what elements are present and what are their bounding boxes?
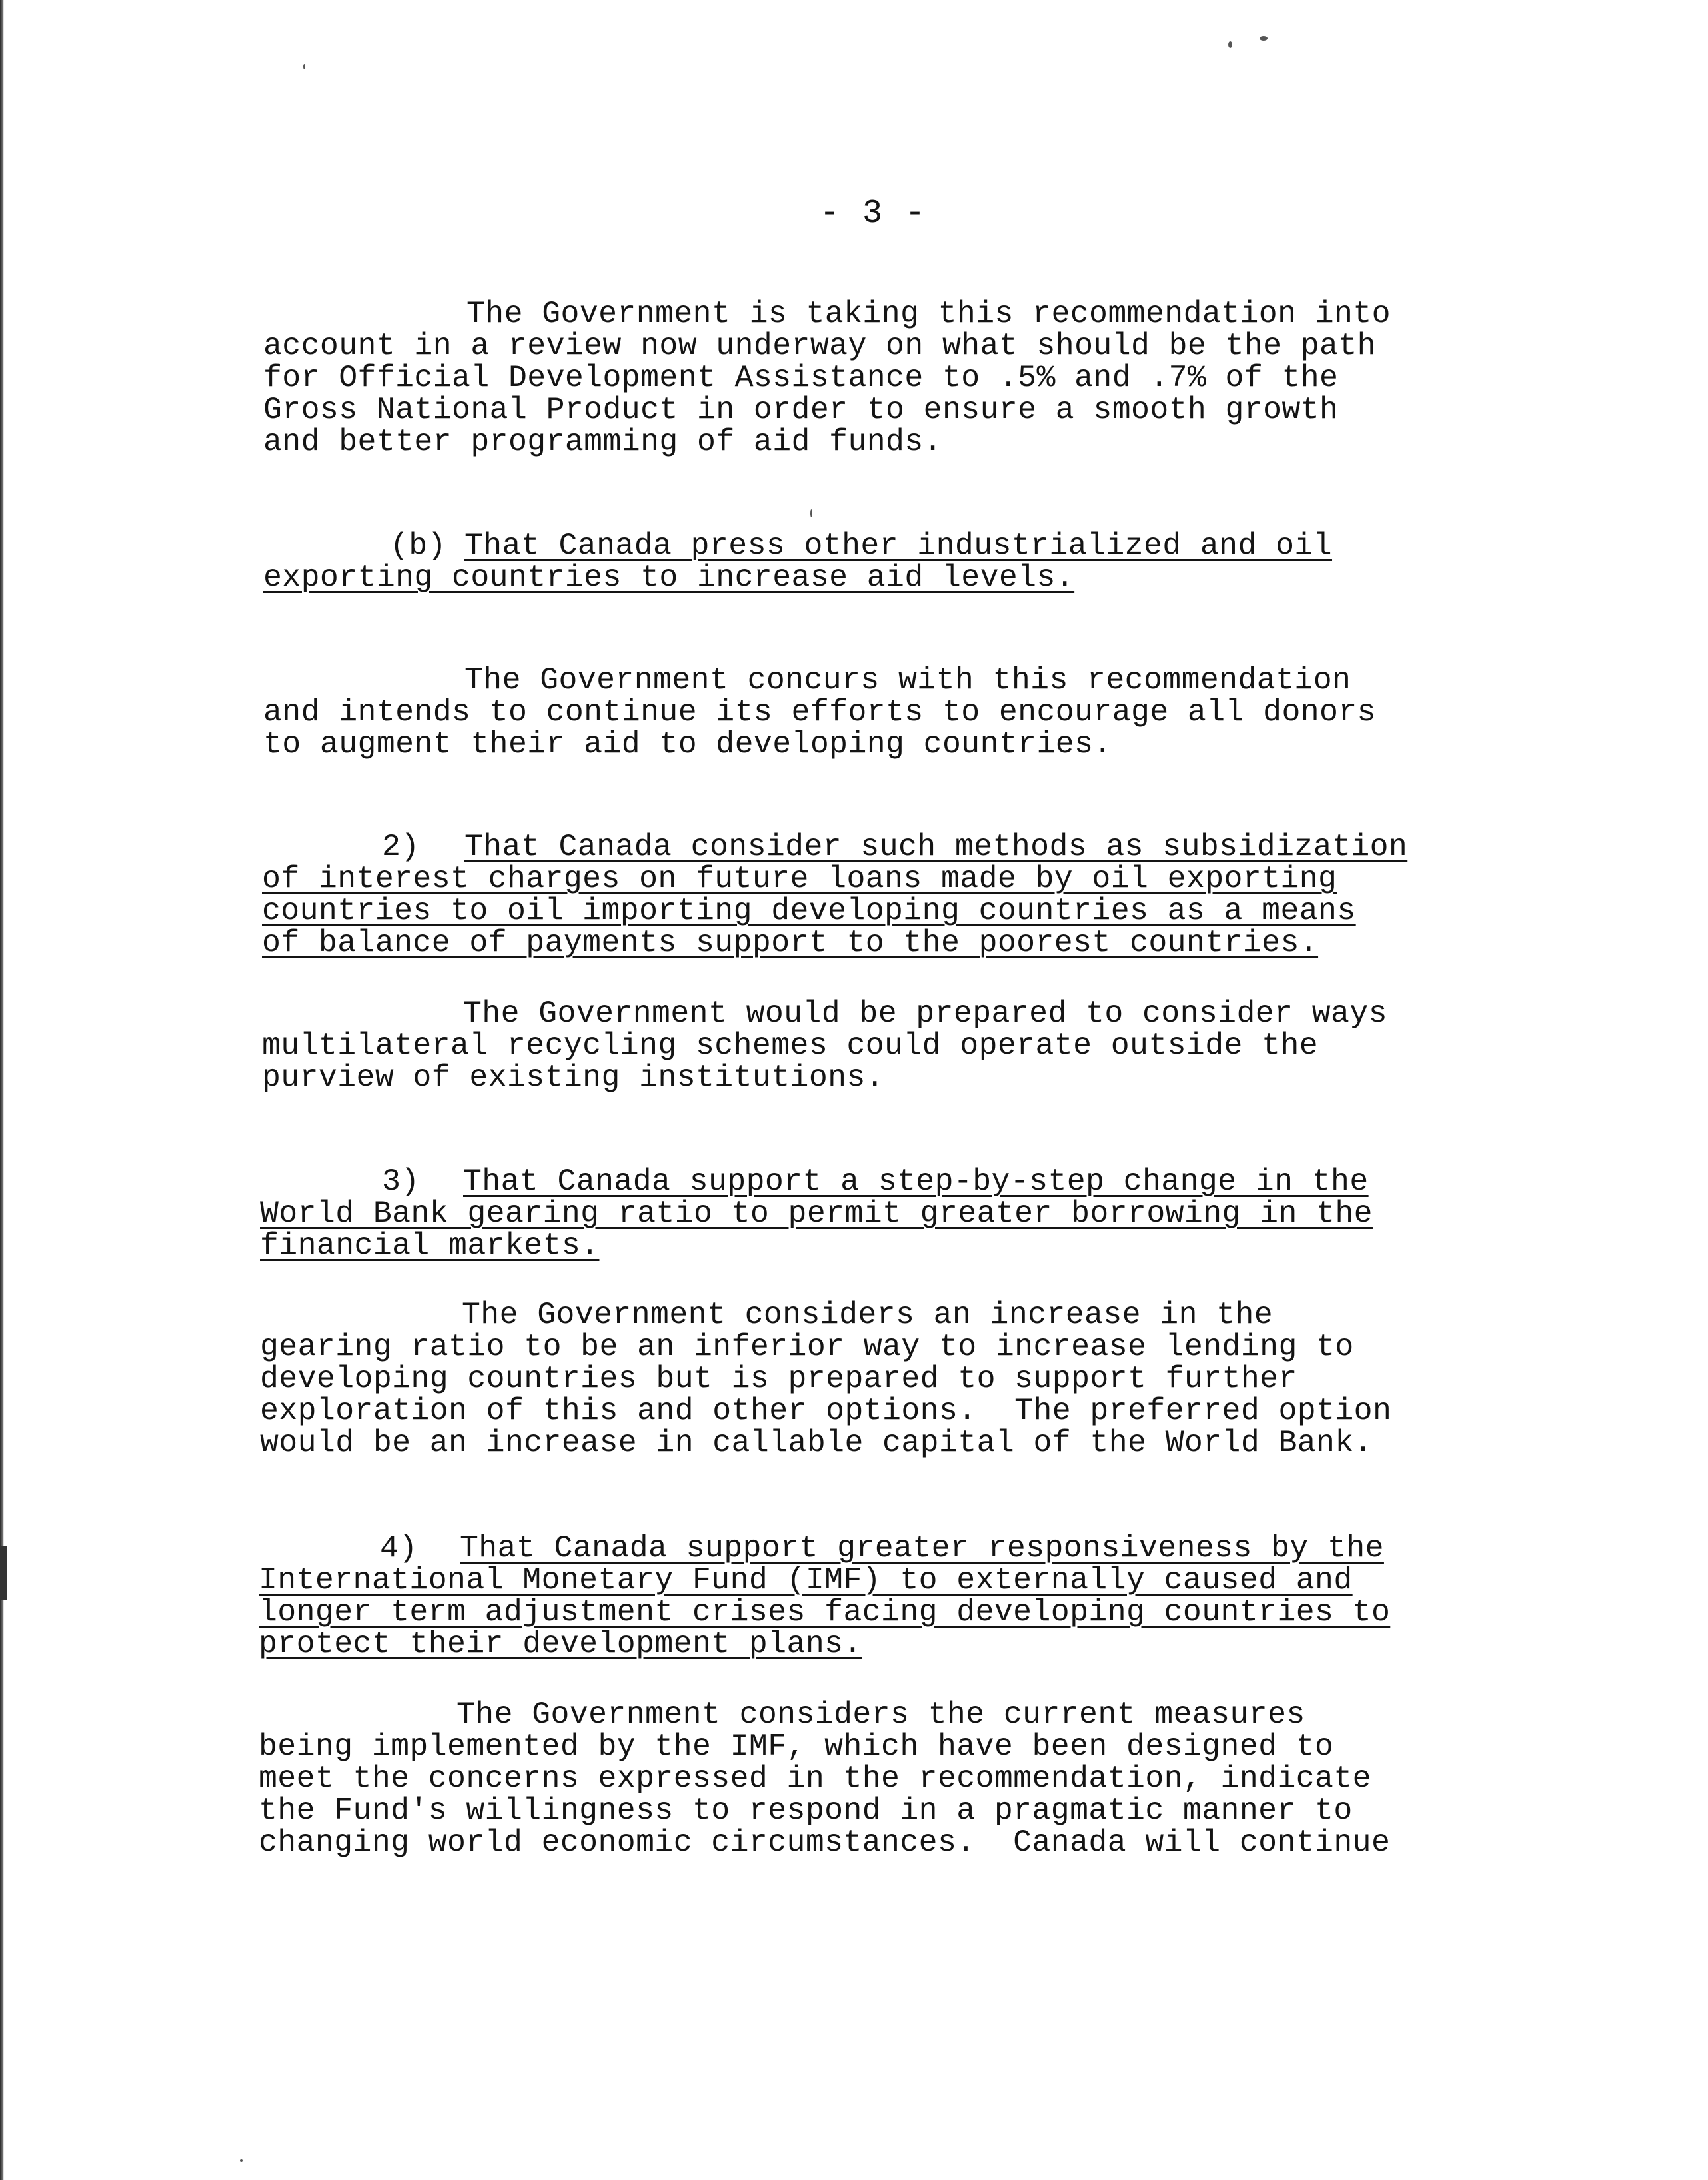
body-text-line: changing world economic circumstances. Canada will continue — [259, 1825, 1391, 1860]
recommendation-text-line: That Canada support a step-by-step change in the — [463, 1164, 1369, 1199]
recommendation-text-line: financial markets. — [260, 1228, 600, 1263]
body-text-line: meet the concerns expressed in the recommendation, indicate — [259, 1761, 1371, 1796]
body-text-line: Gross National Product in order to ensure a smooth growth — [263, 392, 1339, 427]
body-text-line: 2) — [382, 829, 420, 864]
recommendation-text-line: exporting countries to increase aid levels. — [263, 560, 1075, 595]
scan-speck — [240, 2159, 243, 2162]
body-text-line: would be an increase in callable capital of the World Bank. — [260, 1425, 1373, 1460]
recommendation-text-line: That Canada support greater responsiveness by the — [460, 1530, 1384, 1566]
body-text-line: (b) — [390, 528, 446, 563]
scan-speck — [810, 509, 812, 517]
scan-speck — [1228, 41, 1232, 48]
body-text-line: to augment their aid to developing countries. — [263, 726, 1112, 762]
body-text-line: gearing ratio to be an inferior way to increase lending to — [260, 1329, 1354, 1364]
recommendation-text-line: longer term adjustment crises facing developing countries to — [259, 1594, 1391, 1630]
body-text-line: 4) — [380, 1530, 418, 1566]
body-text-line: The Government considers the current measures — [456, 1697, 1305, 1732]
body-text-line: The Government considers an increase in the — [462, 1297, 1274, 1332]
scan-speck — [303, 64, 305, 69]
recommendation-text-line: of interest charges on future loans made by oil exporting — [262, 861, 1337, 896]
recommendation-text-line: of balance of payments support to the poorest countries. — [262, 925, 1319, 960]
body-text-line: developing countries but is prepared to support further — [260, 1361, 1297, 1396]
recommendation-text-line: countries to oil importing developing countries as a means — [262, 893, 1356, 928]
recommendation-text-line: World Bank gearing ratio to permit greater borrowing in the — [260, 1196, 1373, 1231]
body-text-line: being implemented by the IMF, which have been designed to — [259, 1729, 1334, 1764]
recommendation-text-line: That Canada press other industrialized and oil — [464, 528, 1333, 563]
body-text-line: multilateral recycling schemes could operate outside the — [262, 1028, 1319, 1063]
recommendation-text-line: International Monetary Fund (IMF) to externally caused and — [259, 1562, 1353, 1598]
body-text-line: for Official Development Assistance to .5% and .7% of the — [263, 360, 1339, 395]
body-text-line: purview of existing institutions. — [262, 1060, 885, 1095]
body-text-line: account in a review now underway on what should be the path — [263, 328, 1376, 363]
body-text-line: and better programming of aid funds. — [263, 424, 942, 459]
body-text-line: The Government would be prepared to consider ways — [463, 996, 1387, 1031]
recommendation-text-line: That Canada consider such methods as subsidization — [464, 829, 1408, 864]
body-text-line: The Government concurs with this recommendation — [464, 662, 1351, 698]
scan-edge-mark — [0, 1546, 7, 1600]
scan-left-edge — [0, 0, 4, 2180]
body-text-line: exploration of this and other options. The preferred option — [260, 1393, 1392, 1428]
page-number: - 3 - — [820, 195, 927, 233]
scan-speck — [1260, 36, 1268, 41]
body-text-line: and intends to continue its efforts to encourage all donors — [263, 694, 1376, 730]
body-text-line: 3) — [382, 1164, 420, 1199]
body-text-line: the Fund's willingness to respond in a pragmatic manner to — [259, 1793, 1353, 1828]
recommendation-text-line: protect their development plans. — [259, 1626, 862, 1661]
body-text-line: The Government is taking this recommendation into — [466, 296, 1391, 331]
